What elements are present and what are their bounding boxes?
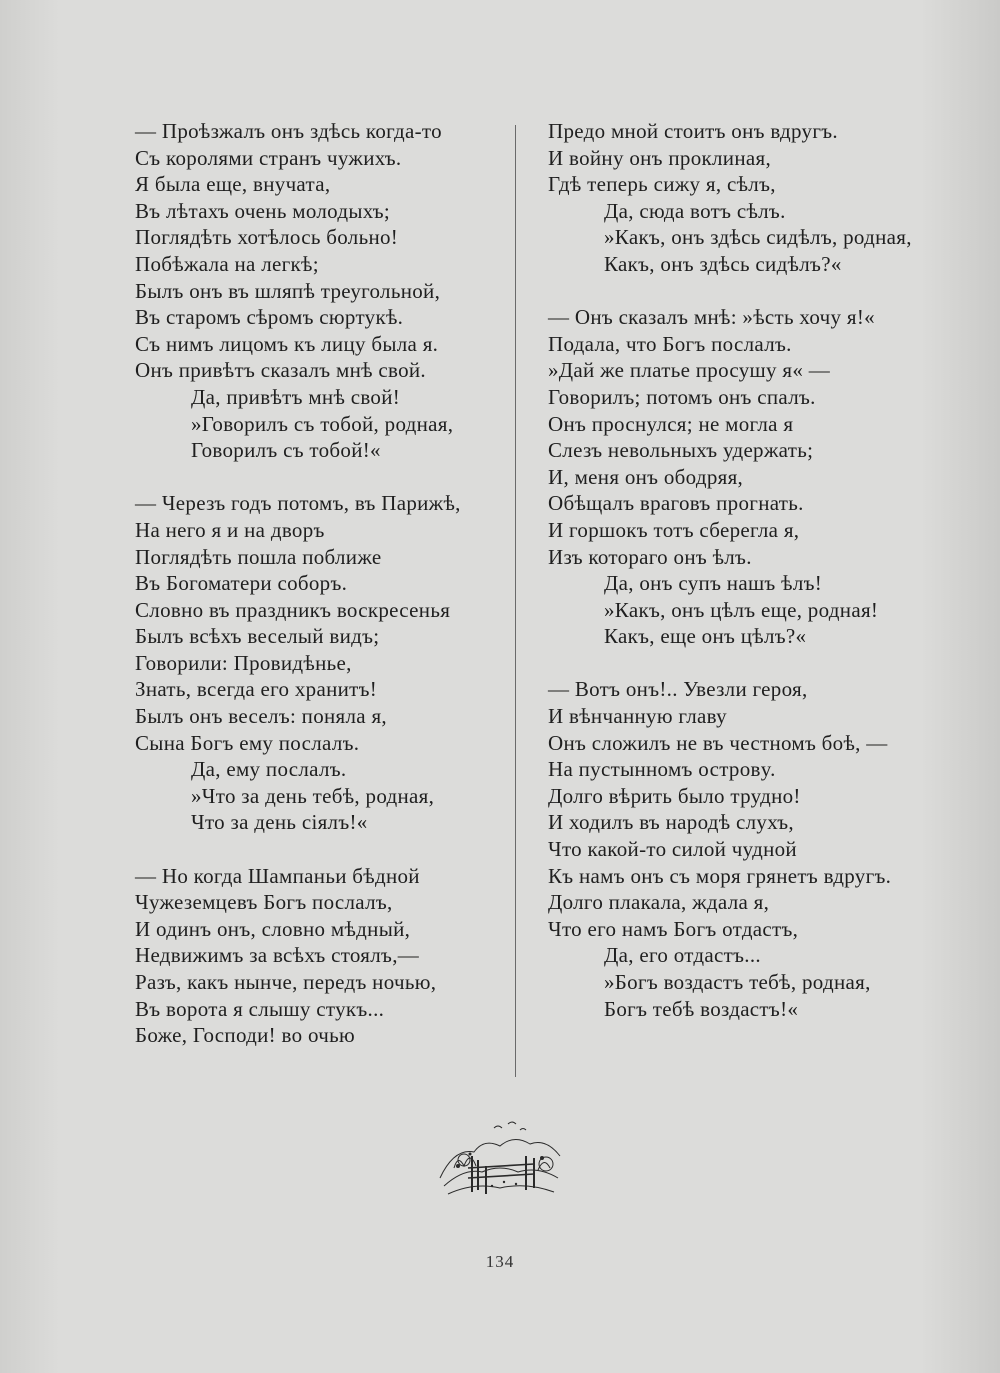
poem-line: Разъ, какъ нынче, передъ ночью,: [135, 970, 437, 994]
landscape-vignette-icon: [434, 1108, 566, 1200]
poem-line: »Богъ воздастъ тебѣ, родная,: [604, 970, 871, 994]
poem-stanza: [135, 118, 505, 464]
poem-line: Недвижимъ за всѣхъ стоялъ,—: [135, 943, 420, 968]
poem-stanza: [135, 490, 505, 836]
poem-line: Съ королями странъ чужихъ.: [135, 145, 402, 170]
poem-line: Въ лѣтахъ очень молодыхъ;: [135, 198, 391, 223]
page-number: 134: [485, 1252, 515, 1271]
poem-line: Долго плакала, ждала я,: [548, 890, 770, 915]
poem-line: Побѣжала на легкѣ;: [135, 251, 319, 276]
poem-line: Въ ворота я слышу стукъ...: [135, 996, 385, 1021]
poem-line: И одинъ онъ, словно мѣдный,: [135, 916, 411, 941]
poem-stanza: [135, 863, 505, 1049]
poem-line: Что за день сіялъ!«: [191, 810, 368, 835]
poem-line: Къ намъ онъ съ моря грянетъ вдругъ.: [548, 863, 892, 888]
poem-line: Поглядѣть пошла поближе: [135, 544, 382, 569]
poem-line: Онъ сложилъ не въ честномъ боѣ, —: [548, 730, 888, 755]
poem-line: И, меня онъ ободряя,: [548, 464, 744, 489]
poem-line: »Какъ, онъ здѣсь сидѣлъ, родная,: [604, 225, 912, 250]
poem-line: Да, его отдастъ...: [604, 943, 761, 968]
poem-line: — Вотъ онъ!.. Увезли героя,: [548, 677, 808, 702]
poem-line: Говорили: Провидѣнье,: [135, 650, 352, 675]
poem-line: Въ Богоматери соборъ.: [135, 571, 348, 596]
poem-line: Да, ему послалъ.: [191, 757, 347, 782]
poem-line: Былъ онъ веселъ: поняла я,: [135, 704, 387, 729]
poem-line: Да, привѣтъ мнѣ свой!: [191, 384, 401, 409]
poem-line: Что какой-то силой чудной: [548, 837, 797, 862]
poem-line: »Какъ, онъ цѣлъ еще, родная!: [604, 597, 879, 622]
poem-line: На него я и на дворъ: [135, 517, 325, 542]
poem-line: — Но когда Шампаньи бѣдной: [135, 863, 420, 888]
left-poem-column: [135, 118, 505, 1075]
poem-line: И войну онъ проклиная,: [548, 145, 771, 170]
poem-stanza: [548, 304, 958, 650]
poem-line: Въ старомъ сѣромъ сюртукѣ.: [135, 305, 404, 330]
poem-line: »Говорилъ съ тобой, родная,: [191, 411, 454, 436]
poem-line: »Дай же платье просушу я« —: [548, 358, 830, 383]
poem-line: Обѣщалъ враговъ прогнать.: [548, 491, 804, 516]
poem-stanza: [548, 118, 958, 278]
poem-line: Я была еще, внучата,: [135, 172, 331, 197]
poem-line: Какъ, еще онъ цѣлъ?«: [604, 624, 807, 649]
poem-line: И горшокъ тотъ сберегла я,: [548, 517, 800, 542]
poem-line: И ходилъ въ народѣ слухъ,: [548, 810, 794, 835]
poem-stanza: [548, 676, 958, 1022]
poem-line: Сына Богъ ему послалъ.: [135, 730, 360, 755]
poem-line: — Онъ сказалъ мнѣ: »ѣсть хочу я!«: [548, 305, 875, 330]
poem-line: И вѣнчанную главу: [548, 704, 727, 729]
poem-line: Какъ, онъ здѣсь сидѣлъ?«: [604, 251, 842, 276]
poem-line: Подала, что Богъ послалъ.: [548, 331, 792, 356]
poem-line: Богъ тебѣ воздастъ!«: [604, 996, 799, 1021]
poem-line: Съ нимъ лицомъ къ лицу была я.: [135, 331, 439, 356]
poem-line: На пустынномъ островy.: [548, 757, 776, 782]
poem-line: Былъ всѣхъ веселый видъ;: [135, 624, 380, 649]
poem-line: Долго вѣрить было трудно!: [548, 783, 801, 808]
poem-line: Предо мной стоитъ онъ вдругъ.: [548, 119, 838, 143]
poem-line: — Черезъ годъ потомъ, въ Парижѣ,: [135, 491, 461, 516]
poem-line: Знать, всегда его хранитъ!: [135, 677, 378, 702]
column-divider: [515, 125, 516, 1077]
poem-line: — Проѣзжалъ онъ здѣсь когда-то: [135, 119, 442, 143]
poem-line: »Что за день тебѣ, родная,: [191, 783, 435, 808]
poem-line: Онъ проснулся; не могла я: [548, 411, 794, 436]
poem-line: Говорилъ съ тобой!«: [191, 438, 381, 463]
poem-line: Слезъ невольныхъ удержать;: [548, 438, 814, 463]
poem-line: Да, онъ супъ нашъ ѣлъ!: [604, 571, 823, 596]
poem-line: Гдѣ теперь сижу я, сѣлъ,: [548, 172, 776, 197]
poem-line: Изъ котораго онъ ѣлъ.: [548, 544, 752, 569]
poem-line: Чужеземцевъ Богъ послалъ,: [135, 890, 393, 915]
poem-line: Говорилъ; потомъ онъ спалъ.: [548, 384, 816, 409]
poem-line: Да, сюда вотъ сѣлъ.: [604, 198, 786, 223]
poem-line: Поглядѣть хотѣлось больно!: [135, 225, 399, 250]
poem-line: Боже, Господи! во очью: [135, 1023, 355, 1048]
right-poem-column: [548, 118, 958, 1049]
poem-line: Былъ онъ въ шляпѣ треугольной,: [135, 278, 441, 303]
poem-line: Словно въ праздникъ воскресенья: [135, 597, 451, 622]
poem-line: Что его намъ Богъ отдастъ,: [548, 916, 799, 941]
poem-line: Онъ привѣтъ сказалъ мнѣ свой.: [135, 358, 426, 383]
